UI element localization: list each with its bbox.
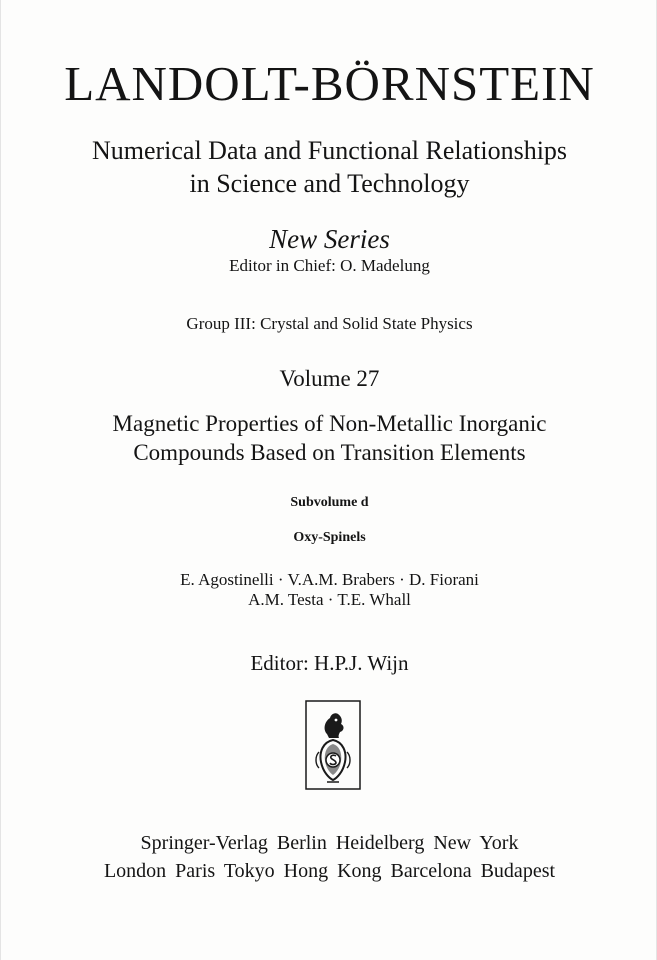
publisher-line-2: London Paris Tokyo Hong Kong Barcelona Budapest xyxy=(103,860,556,882)
springer-knight-logo-icon xyxy=(305,700,361,790)
editor-in-chief: Editor in Chief: O. Madelung xyxy=(229,256,430,275)
authors-line-1: E. Agostinelli · V.A.M. Brabers · D. Fiorani xyxy=(180,570,479,589)
publisher-line-1: Springer-Verlag Berlin Heidelberg New York xyxy=(140,832,519,854)
volume-label: Volume 27 xyxy=(279,366,380,391)
volume-title-line-1: Magnetic Properties of Non-Metallic Inorganic xyxy=(112,411,547,436)
volume-title-line-2: Compounds Based on Transition Elements xyxy=(133,440,526,465)
subtitle-line-1: Numerical Data and Functional Relationships xyxy=(91,136,568,165)
volume-editor: Editor: H.P.J. Wijn xyxy=(250,651,409,675)
subtitle-line-2: in Science and Technology xyxy=(189,169,470,198)
subject-label: Oxy-Spinels xyxy=(293,530,366,545)
subvolume-label: Subvolume d xyxy=(290,495,369,510)
new-series-label: New Series xyxy=(269,224,390,254)
authors-line-2: A.M. Testa · T.E. Whall xyxy=(248,590,411,609)
group-label: Group III: Crystal and Solid State Physics xyxy=(186,314,473,333)
series-title: LANDOLT-BÖRNSTEIN xyxy=(64,56,595,111)
